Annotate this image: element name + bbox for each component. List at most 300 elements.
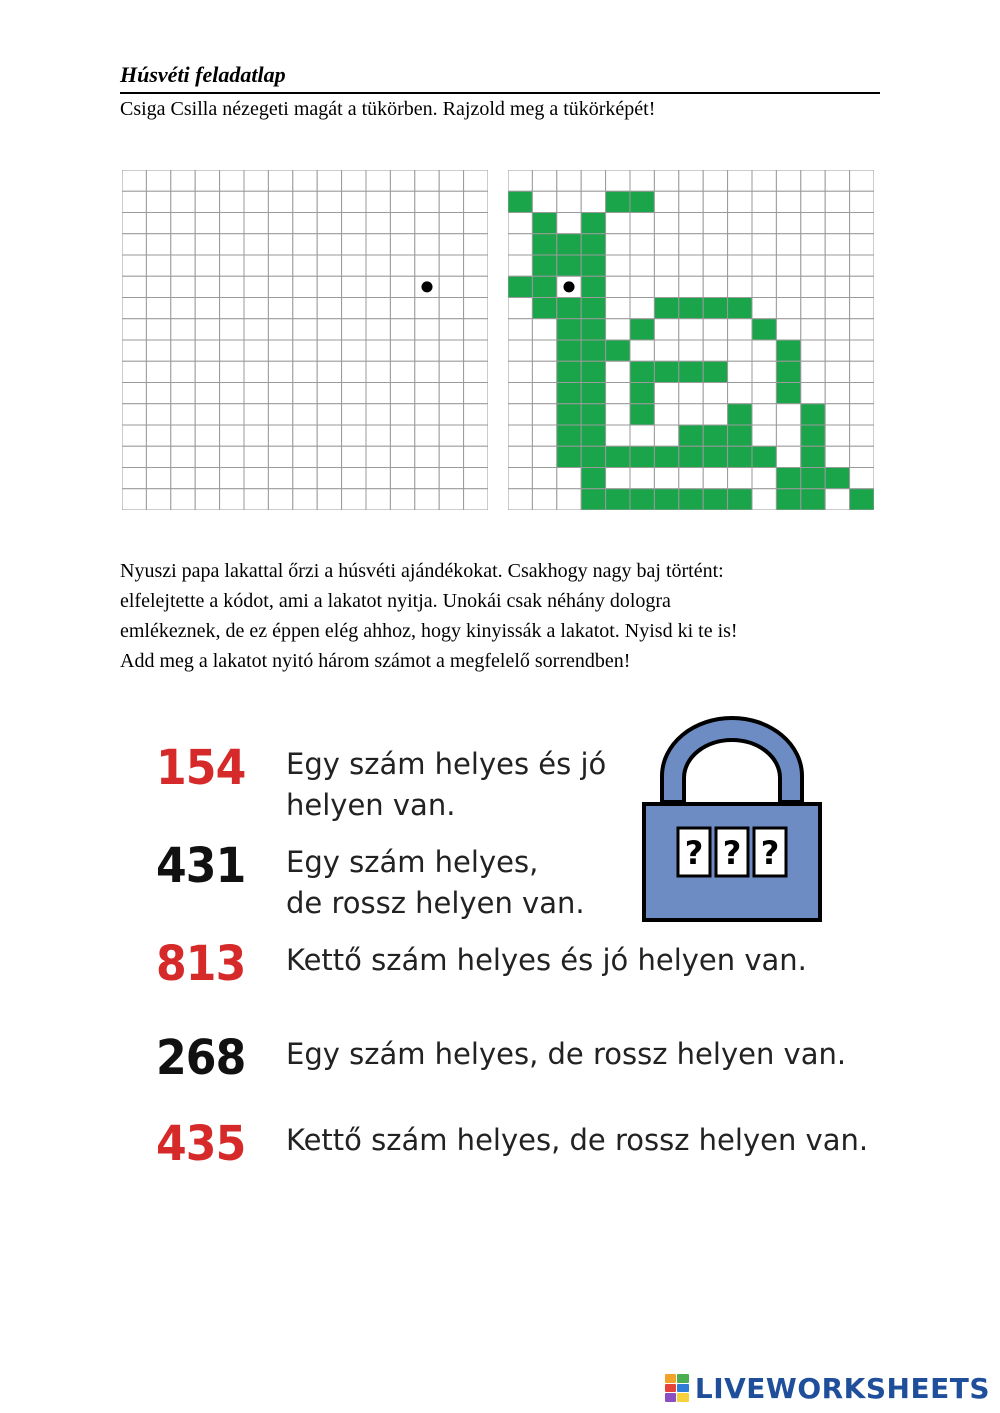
grid-cell [654,170,678,191]
grid-cell [366,425,390,446]
grid-cell [390,425,414,446]
grid-cell [317,361,341,382]
grid-cell [825,170,849,191]
grid-cell [390,383,414,404]
grid-cell [557,489,581,510]
grid-cell-filled [581,213,605,234]
grid-cell [122,468,146,489]
grid-cell [606,298,630,319]
grid-cell [390,468,414,489]
grid-cell [752,404,776,425]
grid-cell-filled [581,383,605,404]
grid-cell [825,276,849,297]
grid-cell [342,361,366,382]
grid-cell [464,489,488,510]
grid-cell [220,446,244,467]
grid-cell [317,468,341,489]
grid-cell [557,170,581,191]
grid-cell-filled [801,446,825,467]
grid-cell-filled [532,255,556,276]
grid-cell [630,298,654,319]
grid-cell [195,361,219,382]
grid-cell [195,468,219,489]
grid-cell [850,425,874,446]
grid-cell [342,170,366,191]
story-line: elfelejtette a kódot, ami a lakatot nyitja. Unokái csak néhány dologra [120,590,671,612]
grid-cell [464,425,488,446]
grid-cell [728,361,752,382]
grid-cell [654,468,678,489]
grid-cell [220,191,244,212]
grid-cell [244,446,268,467]
grid-cell [317,446,341,467]
grid-cell-filled [654,361,678,382]
grid-cell-filled [703,489,727,510]
grid-cell [342,234,366,255]
grid-cell [439,170,463,191]
grid-cell [317,255,341,276]
clue-text [286,842,585,924]
grid-cell [606,319,630,340]
grid-cell [195,425,219,446]
grid-cell [146,234,170,255]
grid-cell-filled [703,425,727,446]
grid-cell [122,446,146,467]
grid-cell [195,191,219,212]
grid-cell [171,489,195,510]
grid-cell [606,361,630,382]
grid-cell [439,468,463,489]
empty-drawing-grid[interactable] [122,170,488,510]
grid-cell [728,213,752,234]
snail-picture-grid [508,170,874,510]
grid-cell [366,234,390,255]
grid-cell [679,319,703,340]
page-title: Húsvéti feladatlap [120,62,286,87]
clue-line: Kettő szám helyes, de rossz helyen van. [286,1123,869,1157]
grid-cell [439,404,463,425]
grid-cell [850,340,874,361]
grid-cell [679,255,703,276]
grid-cell [825,319,849,340]
grid-cell-filled [728,298,752,319]
grid-cell [752,489,776,510]
grid-cell [508,319,532,340]
grid-cell [244,276,268,297]
grid-cell [464,361,488,382]
grid-cell [171,340,195,361]
grid-cell [317,404,341,425]
grid-cell [171,298,195,319]
grid-cell [293,255,317,276]
padlock-shackle [662,718,802,802]
grid-cell [508,383,532,404]
grid-cell [532,489,556,510]
grid-cell [244,255,268,276]
grid-cell [415,468,439,489]
grid-cell [390,340,414,361]
grid-cell [146,298,170,319]
grid-cell [122,234,146,255]
grid-cell [122,425,146,446]
grid-cell [317,319,341,340]
grid-cell [654,404,678,425]
grid-cell [703,404,727,425]
grid-cell [244,170,268,191]
clue-number: 813 [156,936,246,992]
grid-cell [268,170,292,191]
grid-cell-filled [581,298,605,319]
empty-grid-canvas [122,170,488,510]
grid-cell [268,191,292,212]
grid-cell [581,191,605,212]
grid-cell [752,191,776,212]
grid-cell-filled [850,489,874,510]
grid-cell [850,170,874,191]
grid-cell [801,191,825,212]
grid-cell [532,468,556,489]
grid-cell [390,213,414,234]
grid-cell [850,468,874,489]
grid-cell [752,255,776,276]
grid-cell [268,276,292,297]
clue-line: Egy szám helyes, de rossz helyen van. [286,1037,847,1071]
grid-cell-filled [532,276,556,297]
clue-text [286,1034,846,1075]
grid-cell-filled [630,319,654,340]
grid-cell [654,255,678,276]
grid-cell-filled [679,361,703,382]
grid-cell [752,383,776,404]
grid-cell [654,213,678,234]
grid-cell [752,213,776,234]
grid-cell [801,234,825,255]
grid-cell [366,255,390,276]
grid-cell [390,446,414,467]
grid-cell [654,319,678,340]
grid-cell [776,170,800,191]
grid-cell [850,446,874,467]
grid-cell [268,468,292,489]
grid-cell [776,213,800,234]
grid-cell [366,446,390,467]
grid-cell [415,170,439,191]
grid-cell [679,234,703,255]
grid-cell [679,383,703,404]
grid-cell [366,340,390,361]
grid-cell [776,255,800,276]
grid-cell [146,383,170,404]
grid-cell [390,489,414,510]
story-line: emlékeznek, de ez éppen elég ahhoz, hogy kinyissák a lakatot. Nyisd ki te is! [120,620,738,642]
grid-cell [439,446,463,467]
grid-cell [825,255,849,276]
grid-cell [268,383,292,404]
header [120,60,880,94]
grid-cell [581,170,605,191]
grid-cell [606,213,630,234]
padlock-digit: ? [722,834,742,872]
grid-cell-filled [606,446,630,467]
grid-cell-filled [801,468,825,489]
grid-cell [171,468,195,489]
grid-cell-filled [508,276,532,297]
grid-cell [679,468,703,489]
grid-cell [220,298,244,319]
clue-number: 154 [156,740,246,796]
grid-cell [122,191,146,212]
grid-cell [654,425,678,446]
grid-cell [654,191,678,212]
grid-cell [850,298,874,319]
grid-cell [776,298,800,319]
grid-cell [850,255,874,276]
grid-cell [801,213,825,234]
grid-cell [195,446,219,467]
grid-cell [654,340,678,361]
grid-cell [728,340,752,361]
grid-cell [244,234,268,255]
grid-cell [439,425,463,446]
grid-cell-filled [557,361,581,382]
grid-cell-filled [532,234,556,255]
grid-cell [825,213,849,234]
grid-cell [171,425,195,446]
grid-cell [146,404,170,425]
clue-line: de rossz helyen van. [286,886,585,920]
grid-cell [825,404,849,425]
grid-cell [317,234,341,255]
grid-cell [439,489,463,510]
grid-cell [293,489,317,510]
grid-cell [268,234,292,255]
grid-cell-filled [557,234,581,255]
grid-cell [801,276,825,297]
grid-cell [268,213,292,234]
grid-cell-filled [776,383,800,404]
padlock-digit: ? [760,834,780,872]
grid-cell-filled [581,276,605,297]
grid-cell [801,319,825,340]
grid-cell [850,383,874,404]
story-line: Nyuszi papa lakattal őrzi a húsvéti ajándékokat. Csakhogy nagy baj történt: [120,560,724,582]
padlock-digit: ? [684,834,704,872]
grid-cell [342,468,366,489]
grid-cell-filled [728,425,752,446]
grid-cell [366,361,390,382]
grid-cell-filled [630,361,654,382]
grid-cell [630,425,654,446]
grid-cell-filled [630,404,654,425]
grid-cell-filled [581,404,605,425]
grid-cell [195,234,219,255]
grid-cell [825,340,849,361]
grid-cell-filled [776,468,800,489]
grid-cell [728,255,752,276]
grid-cell [703,276,727,297]
grid-cell [776,191,800,212]
grid-cell [464,234,488,255]
grid-cell [630,234,654,255]
grid-cell [146,276,170,297]
grid-cell-filled [752,319,776,340]
grid-cell [195,213,219,234]
grid-cell [439,361,463,382]
grid-cell [728,170,752,191]
grid-cell-filled [776,489,800,510]
grid-cell [146,213,170,234]
grid-cell-filled [801,489,825,510]
grid-cell [439,383,463,404]
grid-cell [268,425,292,446]
grid-cell [415,446,439,467]
grid-cell [293,276,317,297]
grid-cell [390,276,414,297]
grid-cell [557,191,581,212]
grid-cell [532,319,556,340]
grid-cell [606,383,630,404]
grid-cell [195,298,219,319]
grid-cell [703,383,727,404]
snail-eye-dot [563,281,574,292]
grid-cell-filled [776,340,800,361]
grid-cell [171,404,195,425]
grid-cell [293,319,317,340]
clue-number: 268 [156,1030,246,1086]
grid-cell [508,170,532,191]
grid-cell [752,298,776,319]
grid-cell [606,276,630,297]
grid-cell [244,213,268,234]
grid-cell [293,468,317,489]
liveworksheets-footer [665,1371,990,1405]
grid-cell [146,361,170,382]
grid-cell-filled [801,404,825,425]
grid-cell [268,446,292,467]
grid-cell [317,425,341,446]
grid-cell [195,319,219,340]
grid-cell [679,340,703,361]
grid-cell [342,213,366,234]
grid-cell [268,361,292,382]
grid-cell [244,404,268,425]
grid-cell [532,170,556,191]
grid-cell [390,191,414,212]
grid-cell [464,446,488,467]
grid-cell-filled [557,319,581,340]
grid-cell [703,170,727,191]
grid-cell [244,468,268,489]
snail-eye-dot [421,281,432,292]
liveworksheets-logo-icon [665,1374,689,1402]
grid-cell [317,213,341,234]
grid-cell [606,255,630,276]
grid-cell [293,446,317,467]
grid-cell-filled [825,468,849,489]
grid-cell [122,489,146,510]
grid-cell [244,319,268,340]
grid-cell-filled [630,446,654,467]
grid-cell [195,404,219,425]
grid-cell-filled [581,361,605,382]
grid-cell [439,255,463,276]
grid-cell-filled [703,361,727,382]
grid-cell [532,361,556,382]
grid-cell [195,340,219,361]
grid-cell [728,191,752,212]
grid-cell [464,213,488,234]
clue-line: Kettő szám helyes és jó helyen van. [286,943,807,977]
grid-cell [415,383,439,404]
grid-cell-filled [679,425,703,446]
grid-cell [801,361,825,382]
grid-cell-filled [557,255,581,276]
grid-cell [342,340,366,361]
grid-cell [293,361,317,382]
grid-cell [776,404,800,425]
grid-cell-filled [630,489,654,510]
grid-cell-filled [606,191,630,212]
grid-cell [390,170,414,191]
grid-cell [850,361,874,382]
grid-cell [728,383,752,404]
grid-cell [171,170,195,191]
grid-cell-filled [728,446,752,467]
grid-cell [464,404,488,425]
grid-cell [439,213,463,234]
grid-cell [532,340,556,361]
grid-cell [825,383,849,404]
grid-cell [317,489,341,510]
grid-cell [532,383,556,404]
grid-cell [752,425,776,446]
grid-cell [293,170,317,191]
grid-cell [703,319,727,340]
grid-cell [244,361,268,382]
grid-cell [752,276,776,297]
grid-cell [850,213,874,234]
grid-cell [415,255,439,276]
grid-cell [415,404,439,425]
grid-cell [850,276,874,297]
grid-cell [801,170,825,191]
grid-cell-filled [581,468,605,489]
grid-cell-filled [581,489,605,510]
grid-cell-filled [532,298,556,319]
grid-cell-filled [728,489,752,510]
grid-cell [703,234,727,255]
grid-cell [825,425,849,446]
grid-cell [390,234,414,255]
grid-cell [390,361,414,382]
grid-cell [122,319,146,340]
grid-cell [508,489,532,510]
grid-cell [122,213,146,234]
grid-cell [122,404,146,425]
grid-cell-filled [557,404,581,425]
grid-cell [752,340,776,361]
grid-cell [508,340,532,361]
grid-cell-filled [581,255,605,276]
grid-cell [439,234,463,255]
grid-cell [606,170,630,191]
grid-cell [244,425,268,446]
grid-cell-filled [581,425,605,446]
grid-cell [752,234,776,255]
clue-line: helyen van. [286,788,456,822]
grid-cell-filled [557,298,581,319]
grid-cell [220,489,244,510]
